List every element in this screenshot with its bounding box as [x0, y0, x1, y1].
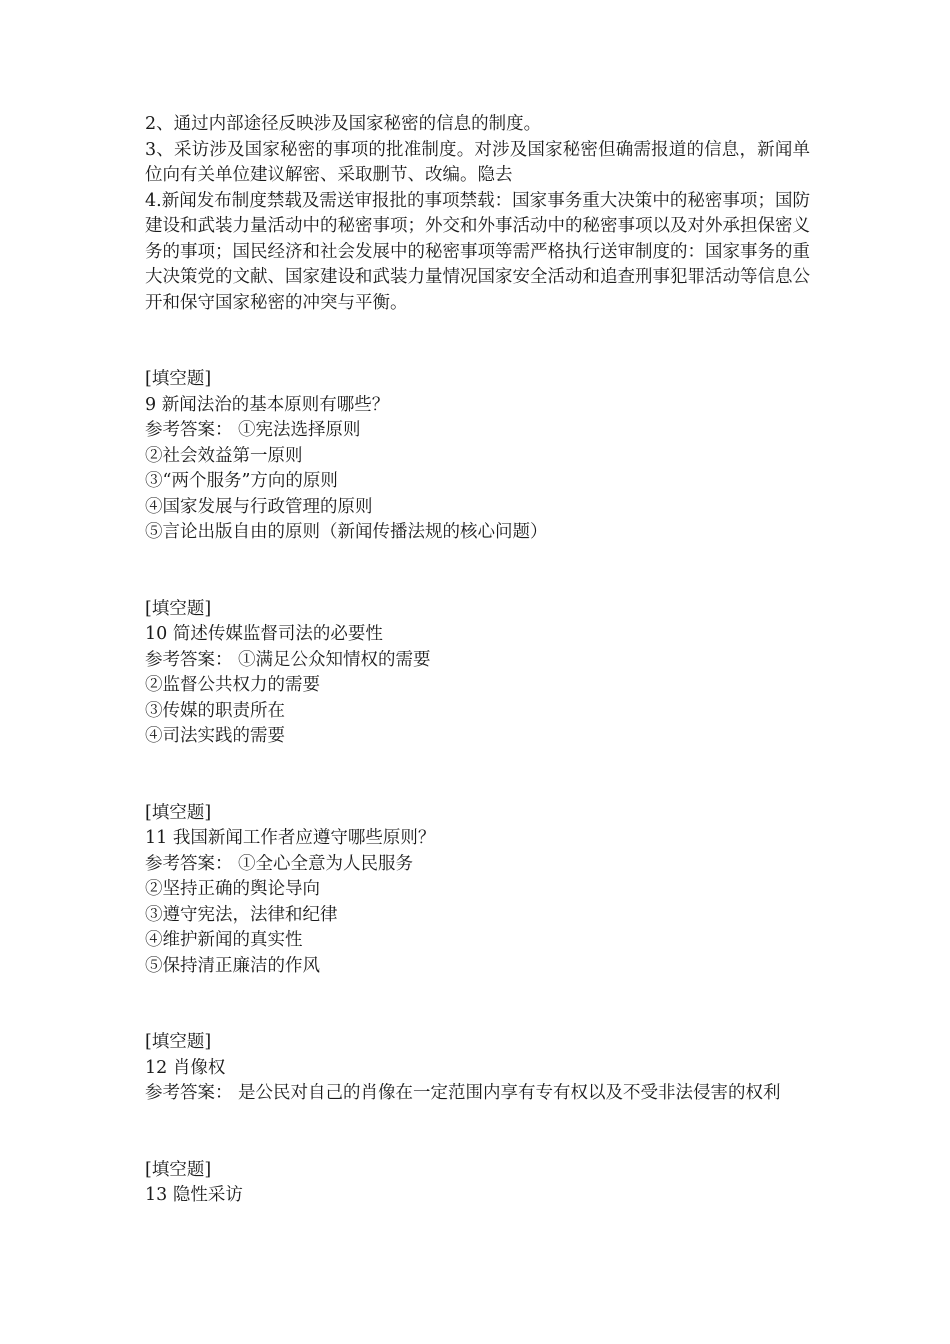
spacer [145, 316, 810, 367]
question-type: [填空题] [145, 598, 212, 619]
question-type: [填空题] [145, 369, 212, 389]
intro-item-4: 4.新闻发布制度禁载及需送审报批的事项禁载：国家事务重大决策中的秘密事项；国防建设和武装力量活动中的秘密事项；外交和外事活动中的秘密事项以及对外承担保密义务的事项；国民经济和社会发展中的秘密事项等需严格执行送审制度的：国家事务的重大决策党的文献、国家建设和武装力量情况国家安全活动和追查刑事犯罪活动等信息公开和保守国家秘密的冲突与平衡。 [145, 190, 810, 313]
question-title: 10 简述传媒监督司法的必要性 [145, 624, 383, 644]
answer-line: ⑤保持清正廉洁的作风 [145, 955, 320, 976]
spacer [145, 979, 810, 1030]
question-title: 11 我国新闻工作者应遵守哪些原则？ [145, 828, 436, 848]
answer-line: ⑤言论出版自由的原则（新闻传播法规的核心问题） [145, 522, 548, 542]
answer-line: 参考答案： 是公民对自己的肖像在一定范围内享有专有权以及不受非法侵害的权利 [145, 1083, 781, 1103]
answer-line: ③传媒的职责所在 [145, 700, 285, 721]
question-10 [145, 597, 810, 750]
answer-line: 参考答案： ①宪法选择原则 [145, 420, 361, 440]
answer-line: 参考答案： ①满足公众知情权的需要 [145, 649, 431, 670]
answer-line: ③遵守宪法，法律和纪律 [145, 904, 338, 925]
question-title: 12 肖像权 [145, 1057, 226, 1078]
answer-line: ②坚持正确的舆论导向 [145, 879, 320, 899]
answer-line: ④维护新闻的真实性 [145, 930, 303, 950]
intro-item-3: 3、采访涉及国家秘密的事项的批准制度。对涉及国家秘密但确需报道的信息，新闻单位向有关单位建议解密、采取删节、改编。隐去 [145, 139, 810, 185]
question-type: [填空题] [145, 1159, 212, 1180]
question-title: 9 新闻法治的基本原则有哪些？ [145, 394, 390, 415]
question-type: [填空题] [145, 1032, 212, 1052]
answer-line: 参考答案： ①全心全意为人民服务 [145, 853, 414, 874]
spacer [145, 750, 810, 801]
page-content [145, 112, 810, 1209]
answer-line: ②监督公共权力的需要 [145, 675, 320, 695]
question-title: 13 隐性采访 [145, 1185, 243, 1205]
answer-line: ②社会效益第一原则 [145, 445, 303, 466]
intro-item-2: 2、通过内部途径反映涉及国家秘密的信息的制度。 [145, 114, 542, 134]
answer-line: ③“两个服务”方向的原则 [145, 471, 338, 491]
question-11 [145, 801, 810, 980]
answer-line: ④司法实践的需要 [145, 726, 285, 746]
spacer [145, 546, 810, 597]
spacer [145, 1107, 810, 1158]
question-12 [145, 1030, 810, 1107]
question-type: [填空题] [145, 802, 212, 823]
question-13 [145, 1158, 810, 1209]
question-9 [145, 367, 810, 546]
answer-line: ④国家发展与行政管理的原则 [145, 496, 373, 517]
